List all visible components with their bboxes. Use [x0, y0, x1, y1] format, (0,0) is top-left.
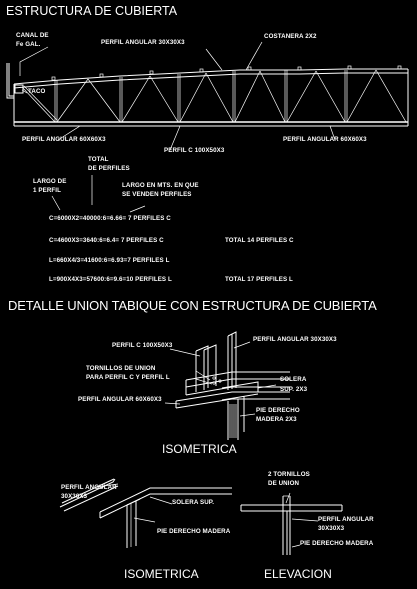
- label-solera-1: SOLERA: [280, 376, 307, 383]
- title-elevacion: ELEVACION: [264, 567, 332, 581]
- calc-row-1: C=6000X2=40000:6=6.66= 7 PERFILES C: [49, 215, 171, 222]
- label-detail-perfil-angular: PERFIL ANGULAR 30X30X3: [253, 336, 337, 343]
- label-largo2-1: LARGO EN MTS. EN QUE: [122, 182, 199, 189]
- calc-row-4: L=900X4X3=57600:6=9.6=10 PERFILES L: [49, 276, 172, 283]
- label-2-tornillos-2: DE UNION: [268, 480, 300, 487]
- label-bottom-perfil-2: 30X30X3: [61, 493, 88, 500]
- calc-row-2: C=4600X3=3640:6=6.4= 7 PERFILES C: [49, 237, 164, 244]
- label-largo1-2: 1 PERFIL: [33, 187, 61, 194]
- label-perfil-angular-left: PERFIL ANGULAR 60X60X3: [22, 136, 106, 143]
- isometric-joint-detail: [165, 332, 290, 440]
- label-canal-1: CANAL DE: [16, 32, 49, 39]
- label-perfil-angular-right: PERFIL ANGULAR 60X60X3: [283, 136, 367, 143]
- title-isometrica-1: ISOMETRICA: [162, 442, 237, 456]
- label-bottom-perfil-1: PERFIL ANGULAR: [61, 484, 117, 491]
- label-total-2: DE PERFILES: [88, 165, 130, 172]
- label-perfil-angular-top: PERFIL ANGULAR 30X30X3: [101, 39, 185, 46]
- label-elev-perfil-2: 30X30X3: [318, 525, 345, 532]
- label-pie-derecho-madera: PIE DERECHO MADERA: [157, 528, 231, 535]
- label-detail-perfil-c: PERFIL C 100X50X3: [112, 342, 173, 349]
- label-elev-pie: PIE DERECHO MADERA: [300, 540, 374, 547]
- label-largo1-1: LARGO DE: [33, 178, 67, 185]
- label-solera-2: SUP. 2X3: [280, 386, 308, 393]
- calc-row-4-total: TOTAL 17 PERFILES L: [225, 276, 293, 283]
- label-canal-2: Fe GAL.: [16, 41, 41, 48]
- label-perfil-c: PERFIL C 100X50X3: [164, 147, 225, 154]
- label-perfil-angular-60: PERFIL ANGULAR 60X60X3: [78, 396, 162, 403]
- roof-truss: [7, 39, 408, 150]
- title-isometrica-2: ISOMETRICA: [124, 567, 199, 581]
- label-2-tornillos-1: 2 TORNILLOS: [268, 471, 310, 478]
- calc-row-3: L=660X4/3=41600:6=6.93=7 PERFILES L: [49, 257, 170, 264]
- label-costanera: COSTANERA 2X2: [264, 33, 317, 40]
- label-tornillos-1: TORNILLOS DE UNION: [86, 365, 156, 372]
- calc-row-2-total: TOTAL 14 PERFILES C: [225, 237, 294, 244]
- label-solera-sup: SOLERA SUP.: [172, 499, 215, 506]
- label-pie-derecho-1: PIE DERECHO: [256, 407, 300, 414]
- label-taco: TACO: [28, 88, 46, 95]
- label-tornillos-2: PARA PERFIL C Y PERFIL L: [86, 374, 170, 381]
- label-total-1: TOTAL: [88, 156, 109, 163]
- title-estructura: ESTRUCTURA DE CUBIERTA: [6, 4, 178, 18]
- label-elev-perfil-1: PERFIL ANGULAR: [318, 516, 374, 523]
- label-pie-derecho-2: MADERA 2X3: [256, 416, 297, 423]
- title-detalle: DETALLE UNION TABIQUE CON ESTRUCTURA DE CUBIERTA: [8, 298, 377, 313]
- label-largo2-2: SE VENDEN PERFILES: [122, 191, 192, 198]
